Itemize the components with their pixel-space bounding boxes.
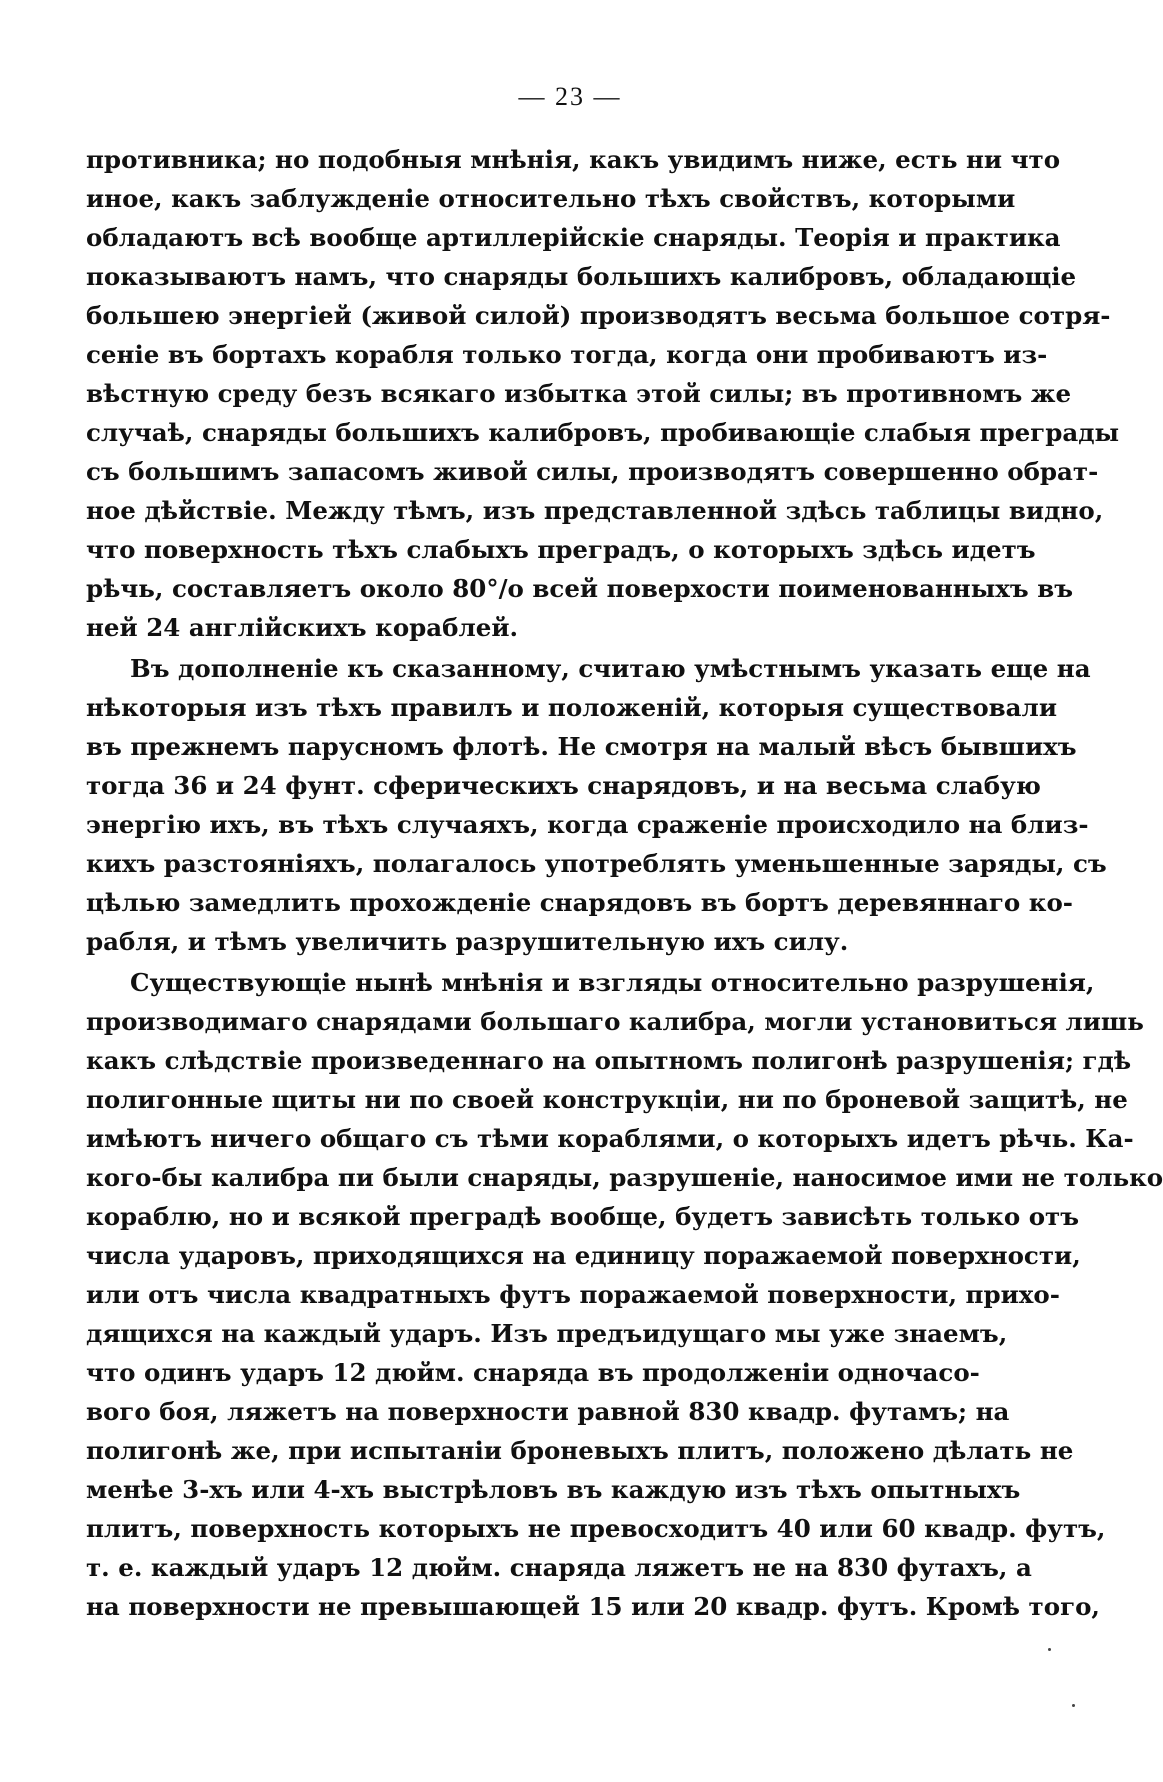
text-line: что поверхность тѣхъ слабыхъ преградъ, о которыхъ здѣсь идетъ [86,535,1036,564]
text-line: или отъ числа квадратныхъ футъ поражаемой поверхности, прихо- [86,1280,1060,1309]
text-line: Въ дополненіе къ сказанному, считаю умѣстнымъ указать еще на [130,654,1091,683]
text-line: съ большимъ запасомъ живой силы, производятъ совершенно обрат- [86,457,1099,486]
text-line: случаѣ, снаряды большихъ калибровъ, пробивающіе слабыя преграды [86,418,1120,447]
scan-speck [1072,1704,1075,1707]
text-line: цѣлью замедлить прохожденіе снарядовъ въ бортъ деревяннаго ко- [86,888,1073,917]
text-line: дящихся на каждый ударъ. Изъ предъидущаго мы уже знаемъ, [86,1319,1008,1348]
text-line: нѣкоторыя изъ тѣхъ правилъ и положеній, которыя существовали [86,693,1058,722]
text-line: т. е. каждый ударъ 12 дюйм. снаряда ляжетъ не на 830 футахъ, а [86,1553,1032,1582]
paragraph-1 [86,140,1120,647]
page-number: — 23 — [518,82,622,111]
text-line: показываютъ намъ, что снаряды большихъ калибровъ, обладающіе [86,262,1077,291]
text-line: что одинъ ударъ 12 дюйм. снаряда въ продолженіи одночасо- [86,1358,980,1387]
text-line: полигонѣ же, при испытаніи броневыхъ плитъ, положено дѣлать не [86,1436,1074,1465]
text-line: числа ударовъ, приходящихся на единицу поражаемой поверхности, [86,1241,1081,1270]
text-line: въ прежнемъ парусномъ флотѣ. Не смотря на малый вѣсъ бывшихъ [86,732,1077,761]
text-line: обладаютъ всѣ вообще артиллерійскіе снаряды. Теорія и практика [86,223,1061,252]
text-line: какъ слѣдствіе произведеннаго на опытномъ полигонѣ разрушенія; гдѣ [86,1046,1132,1075]
text-line: противника; но подобныя мнѣнія, какъ увидимъ ниже, есть ни что [86,145,1061,174]
text-line: вѣстную среду безъ всякаго избытка этой силы; въ противномъ же [86,379,1072,408]
text-line: сеніе въ бортахъ корабля только тогда, когда они пробиваютъ из- [86,340,1048,369]
text-line: производимаго снарядами большаго калибра, могли установиться лишь [86,1007,1144,1036]
text-line: на поверхности не превышающей 15 или 20 квадр. футъ. Кромѣ того, [86,1592,1100,1621]
text-line: Существующіе нынѣ мнѣнія и взгляды относительно разрушенія, [130,968,1095,997]
text-line: кого-бы калибра пи были снаряды, разрушеніе, наносимое ими не только [86,1163,1163,1192]
text-line: ней 24 англійскихъ кораблей. [86,613,519,642]
scan-speck [1048,1648,1051,1651]
text-line: энергію ихъ, въ тѣхъ случаяхъ, когда сраженіе происходило на близ- [86,810,1089,839]
text-line: рѣчь, составляетъ около 80°/о всей поверхости поименованныхъ въ [86,574,1074,603]
text-line: большею энергіей (живой силой) производятъ весьма большое сотря- [86,301,1111,330]
text-line: имѣютъ ничего общаго съ тѣми кораблями, о которыхъ идетъ рѣчь. Ка- [86,1124,1134,1153]
text-line: рабля, и тѣмъ увеличить разрушительную ихъ силу. [86,927,849,956]
text-line: иное, какъ заблужденіе относительно тѣхъ свойствъ, которыми [86,184,1016,213]
paragraph-2 [86,649,1107,961]
text-line: кораблю, но и всякой преградѣ вообще, будетъ зависѣть только отъ [86,1202,1080,1231]
text-line: плитъ, поверхность которыхъ не превосходитъ 40 или 60 квадр. футъ, [86,1514,1106,1543]
text-line: полигонные щиты ни по своей конструкціи, ни по броневой защитѣ, не [86,1085,1128,1114]
text-line: менѣе 3-хъ или 4-хъ выстрѣловъ въ каждую изъ тѣхъ опытныхъ [86,1475,1021,1504]
paragraph-3 [86,963,1163,1626]
text-line: вого боя, ляжетъ на поверхности равной 830 квадр. футамъ; на [86,1397,1010,1426]
text-line: кихъ разстояніяхъ, полагалось употреблять уменьшенные заряды, съ [86,849,1107,878]
text-line: тогда 36 и 24 фунт. сферическихъ снарядовъ, и на весьма слабую [86,771,1041,800]
text-line: ное дѣйствіе. Между тѣмъ, изъ представленной здѣсь таблицы видно, [86,496,1104,525]
body-text [86,140,1163,1626]
